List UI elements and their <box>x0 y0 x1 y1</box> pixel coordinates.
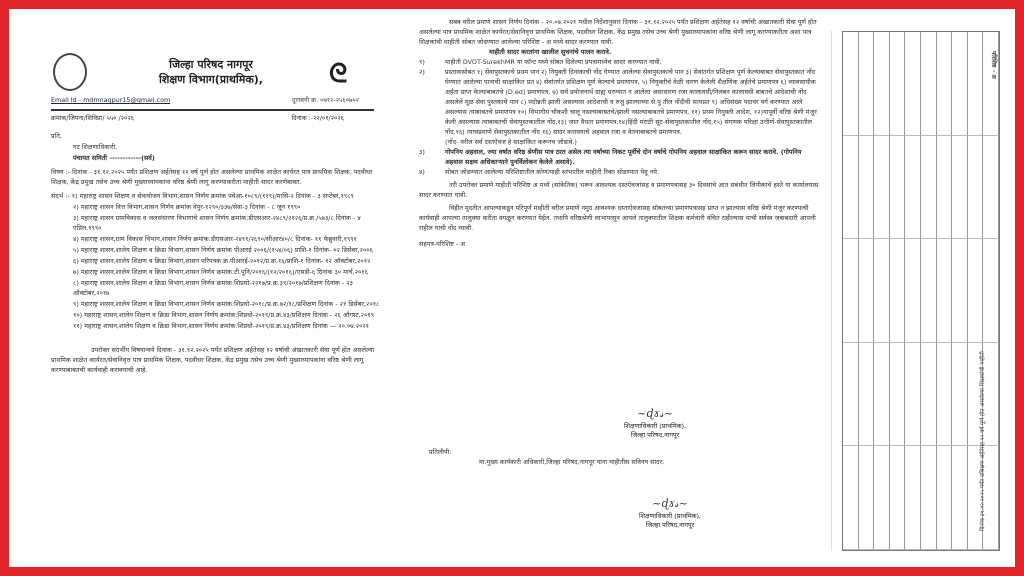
copy-to <box>429 447 809 467</box>
reference-item: १०) महाराष्ट्र शासन,शालेय शिक्षण व क्रिडा विभाग,शासन निर्णय क्रमांक:शिप्रधो-२०१९/प्र.क्र.४३/प्रशिक्षण दिनांक - २६ ऑगस्ट,२०१९ <box>73 311 375 319</box>
letter-body <box>51 131 391 376</box>
signature: ~ɖɤ𝓈~ <box>637 407 673 420</box>
reference-item: ६) महाराष्ट्र शासन,शालेय शिक्षण व क्रिडा विभाग,शासन परिपत्रक क्र.पीआरई-२०१२/प्र.क्र.१६/प्राशि-१ दिनांक- १२ ऑक्टोबर,२०१२ <box>73 257 371 265</box>
copy-text: मा.मुख्य कार्यकारी अधिकारी,जिल्हा परिषद,नागपूर यांना माहीतीस सविनय सादर. <box>479 458 665 466</box>
instruction-item: सोबत जोडण्यात आलेल्या परिशिष्टातील कोणत्याही स्तंभातील माहीती रिक्त सोडण्यात येवू नये. <box>445 168 659 176</box>
reference-item: ८) महाराष्ट्र शासन,शालेय शिक्षण व क्रिडा विभाग,शासन निर्णय क्रमांक:शिप्रधो-२२१७/प्र.क्र.३९/२०१७/प्रशिक्षण दिनांक - २३ ऑक्टोबर,२०१७ <box>73 279 353 297</box>
subject: विषय :- दिनांक - ३१.१२.२०२५ पर्यंत प्रशिक्षण अर्हतेसह १२ वर्ष पूर्ण होत असलेल्या प्राथमिक शाळेत कार्यरत पात्र प्राथमिक शिक्षक, पदवीधर शिक्षक, केंद्र प्रमुख तसेच उच्च श्रेणी मुख्याध्यापकांना वरिष्ठ श्रेणी लागू करण्याकरीता माहीती सादर करणेबाबत. <box>51 168 373 186</box>
campaign-logo: ᘓ <box>329 59 348 89</box>
zp-seal-logo <box>53 53 87 91</box>
salutation: प्रति, <box>51 132 62 140</box>
signature-block-1 <box>624 407 686 439</box>
intro-paragraph: सबब वरील प्रमाणे शासन निर्णय दिनांक - २०.०७.२०२१ मधील निर्देशानुसार दिनांक - ३१.१२.२०२५ पर्यंत प्रशिक्षण अर्हतेसह १२ वर्षाची अंखातकारी सेवा पूर्ण होत असलेल्या पात्र प्राथमिक शाळेत कार्यरत/सेवानिवृत्त प्राथमिक शिक्षक, पदवीधर शिक्षक, केंद्र प्रमुख तसेच उच्च श्रेणी मुख्याध्यापकांना वरिष्ठ श्रेणी लागू करण्याकरीता अशा पात्र शिक्षकांची माहीती सोबत जोडण्यात आलेल्या परिशिष्ट - अ मध्ये सादर करण्यात यावी. <box>419 18 817 46</box>
reference-number: क्रमांक/जिपना/शिविप्रा/ ५५० /२०२६ <box>51 114 134 122</box>
annexure-title: परिशिष्ट - अ <box>990 51 997 79</box>
letterhead <box>159 57 263 87</box>
deadline-paragraph: विहीत मुदतीत आपल्याकडून परिपूर्ण माहीती वरील प्रमाणे नमुद आवश्यक दस्ताऐवजासह सोबतच्या प्रमाणपत्रासह प्राप्त न झाल्यास वरिष्ठ श्रेणी मंजुर करण्याची कार्यवाही आपल्या तालुक्या करीता वगळून करण्यात येईल. तथापि वरिष्ठश्रेणी लाभापासून आपले तालुक्यातील शिक्षक कर्मचारी वंचित राहील्यास याची सर्वस्व जबाबदारी आपली राहील याची नोंद घ्यावी. <box>419 204 816 232</box>
item-number: १) <box>419 58 425 66</box>
signature-block-2 <box>639 497 701 529</box>
header-rule <box>51 109 374 111</box>
office-name: जिल्हा परिषद नागपूर <box>169 58 253 71</box>
letter-page-1 <box>39 39 414 559</box>
email-line <box>51 95 170 105</box>
email-link[interactable]: Email Id - mdmnagpur15@gmail.com <box>51 96 171 104</box>
closing-paragraph: उपरोक्त संदर्भीय विषयान्वये दिनांक - ३१.१२.२०२५ पर्यंत प्रशिक्षण अर्हतेसह १२ वर्षाची अंखातकारी सेवा पूर्ण होत असलेल्या प्राथमिक शाळेत कार्यरत/सेवानिवृत्त पात्र प्राथमिक शिक्षक, पदवीधर शिक्षक, केंद्र प्रमुख तसेच उच्च श्रेणी मुख्याध्यापकांना वरिष्ठ श्रेणी लागू करण्याबाबतची कार्यवाही करावयाची आहे. <box>51 346 375 374</box>
recipient-office: पंचायत समिती ------------(सर्व) <box>73 154 155 162</box>
signature: ~ɖɤ𝓈~ <box>652 497 688 510</box>
reference-item: २) महाराष्ट्र शासन वित्त विभाग,शासन निर्णय क्रमांक वेपुर-१२९०/३३७/सेवा-३ दिनांक - ८ जून १९९० <box>73 203 301 211</box>
reference-item: ११) महाराष्ट्र शासन,शालेय शिक्षण व क्रिडा विभाग,शासन निर्णय क्रमांक:शिप्रधो-२०१९/प्र.क्र.४३/प्रशिक्षण दिनांक — २०.०७.२०२१ <box>73 322 369 330</box>
item-number: ४) <box>419 168 425 176</box>
annexure-caption: दिनांक ३१.१२.२०२५ पर्यंत प्रशिक्षण अर्हतेसह १२ वर्ष पूर्ण होत असलेल्या शिक्षकांची माहीती <box>980 351 986 531</box>
instruction-item: माहीती DVOT-SurekhMR या फॉन्ट मध्ये सोबत दिलेल्या प्रपत्रामध्येच सादर करण्यात यावी. <box>445 58 662 66</box>
reference-item: ४) महाराष्ट्र शासन,ग्राम विकास विभाग,शासन निर्णय क्रमांक:डीएसआर-२४९१/२६९०/सीआर४०/८ दिनांक- ११ फेब्रुवारी,१९९१ <box>73 235 357 243</box>
reference-item: संदर्भ :- १) महाराष्ट्र शासन शिक्षण व सेवायोजन विभाग,शासन निर्णय क्रमांक पवेआ-१०८९/(११९)/मासि-२ दिनांक - ३ सप्टेंबर,१९८९ <box>51 192 354 200</box>
instructions-heading: माहीती सादर करतांना खालील सुचनांचे पालन करावे. <box>489 48 612 56</box>
annexure-table <box>842 31 1000 551</box>
submission-paragraph: तरी उपरोक्त प्रमाणे माहीती परिशिष्ट अ मध्ये (सांकेतिक) भरून आवश्यक दस्तऐवजांसह व प्रमाणपत्रासह ३० दिवसांचे आत संबंधीत लिपीकाचे हस्ते या कार्यालयास सादर करण्यात यावी. <box>419 181 819 199</box>
item-number: ३) <box>419 148 425 156</box>
instruction-item: प्रस्तावासोबत १) सेवापुस्तकाचे प्रथम पान २) नियुक्ती दिनांकाची नोंद घेण्यात आलेल्या सेवापुस्तकाचे पान ३) सेवांतर्गत प्रशिक्षण पूर्ण केल्याबाबत सेवापुस्तकात नोंद घेण्यात आलेल्या पानाची साक्षांकित प्रत ४) सेवांतर्गत प्रशिक्षण पूर्ण केल्याचे प्रमाणपत्र, ५) नियुक्तीचे वेळी धारण केलेली शैक्षणिक अर्हतेचे प्रमाणपत्र ६) व्यावसायीक अर्हता प्राप्त केल्याबाबतचे (D.ed) प्रमाणपत्र, ७) सर्व प्रयोजनार्थ ग्राह्य धरण्यात न आलेला असाधारण रजा कालावधी/निलंबन कालावधी बाबतचे आदेशाची नोंद असलेले मूळ सेवा पुस्तकाचे पान ८) पदोन्नती झाली असल्यास आदेशाची व रुजु झाल्याच्या से.पु तील नोंदीची सत्यप्रत ९) अधिसंख्य पदावर वर्ग करण्यात आले असल्यास त्याबाबतचे प्रमाणपत्र १०) विभागीय चौकशी चालू नसल्याबाबतचे/झाली नसल्याबाबतचे प्रमाणपत्र, ११) प्रथम नियुक्ती आदेश, १२)यापूर्वी वरिष्ठ श्रेणी मंजुर केली असल्यास त्याबाबतची सेवापुस्तकातील नोंद,१३) जात वैधता प्रमाणपत्र,१४)हिंदी मराठी सूट-सेवापुस्तकातील नोंद,१५) संगणक परिक्षा उत्तीर्ण-सेवापुस्तकातील नोंद,१६) त्याचप्रमाणे सेवापुस्तकातील नोंद १६) सादर करावयाचे अहवाल रजा व वेतनाबाबतचे प्रमाणपत्र. <box>445 68 817 136</box>
instruction-note: (नोंद- वरील सर्व दस्तऐवज हे साक्षांकित करूनच जोडावे.) <box>445 138 577 146</box>
instruction-item: गोपनिय अहवाल, ज्या वर्षात वरिष्ठ श्रेणीस पात्र ठरत असेल त्या वर्षाच्या निकट पूर्वीचे दोन वर्षाचे गोपनिय अहवाल साक्षांकित करून सादर करावे. (गोपनिय अहवाल सक्षम अधिकाऱ्याने पुनर्विलोकन केलेले असावे). <box>445 148 802 166</box>
signatory-office: जिल्हा परिषद,नागपूर <box>645 521 695 529</box>
instruction-list <box>419 57 819 177</box>
reference-item: ९) महाराष्ट्र शासन,शालेय शिक्षण व क्रिडा विभाग,शासन निर्णय क्रमांक:शिप्रधो-२०१८/प्र.क्र.७२/१८/प्रशिक्षण दिनांक - २१ डिसेंबर,२०१८ <box>73 300 380 308</box>
letter-date: दिनांक :-२२/०१/२०२६ <box>291 114 344 122</box>
signatory-title: शिक्षणाधिकारी (प्राथमिक), <box>624 422 687 430</box>
signatory-title: शिक्षणाधिकारी (प्राथमिक), <box>639 512 702 520</box>
copy-label: प्रतिलीपी: <box>429 448 452 456</box>
reference-item: ७) महाराष्ट्र शासन,शालेय शिक्षण व क्रिडा विभाग,शासन निर्णय क्रमांक:टी.पुनि/२०१६/(१२/२०१६)/एसडी-६ दिनांक ३० मार्च,२०१६ <box>73 268 368 276</box>
recipient: गट शिक्षणाधिकारी, <box>73 143 118 151</box>
reference-item: ५) महाराष्ट्र शासन,शालेय शिक्षण व क्रिडा विभाग,शासन निर्णय क्रमांक पीआरई २००६/(१५४/०६) प्राशि-१ दिनांक- ०२ डिसेंबर,२००६ <box>73 246 373 254</box>
letter-page-2 <box>419 17 819 417</box>
signatory-office: जिल्हा परिषद,नागपूर <box>630 431 680 439</box>
item-number: २) <box>419 68 425 76</box>
annexure-table-page <box>831 31 999 551</box>
attachment-note: सहपत्र-परिशिष्ट - अ <box>419 240 466 248</box>
reference-item: ३) महाराष्ट्र शासन ग्रामविकास व जलसंधारण विभागाचे शासन निर्णय क्रमांक:डीएसआर-२४८९/२१२६/प्र.क्र./५७३/८ दिनांक - ४ एप्रिल,१९९० <box>73 214 361 232</box>
department-name: शिक्षण विभाग(प्राथमिक), <box>159 73 263 86</box>
phone-number: दूरध्वनी क्र. ०७१२-२५६०७०२ <box>291 96 359 104</box>
item-number <box>419 137 445 147</box>
